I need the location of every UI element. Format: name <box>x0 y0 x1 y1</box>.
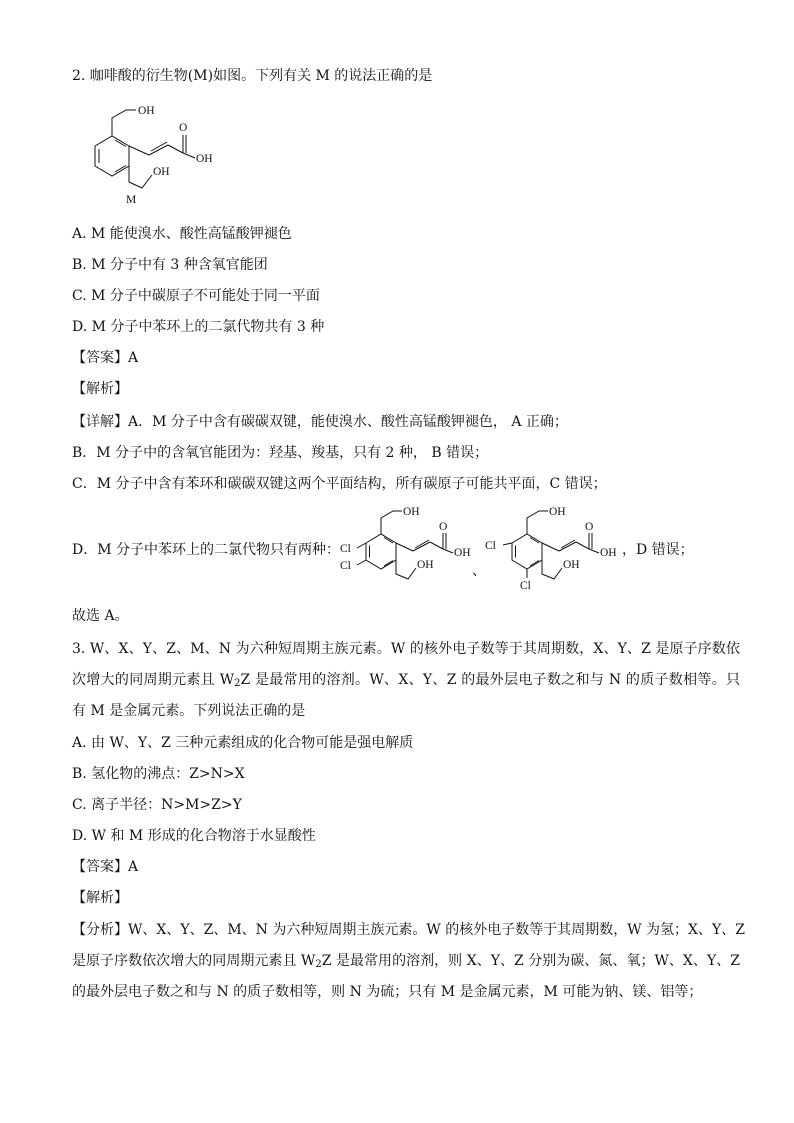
answer-tag: 【答案】 <box>72 859 128 875</box>
q2-answer <box>72 349 138 367</box>
q2-detail-d-suffix: ，D 错误； <box>622 542 694 558</box>
q2-detail-c: C．M 分子中含有苯环和碳碳双键这两个平面结构，所有碳原子可能共平面，C 错误； <box>72 476 607 492</box>
q3-option-a: A. 由 W、Y、Z 三种元素组成的化合物可能是强电解质 <box>72 735 414 751</box>
q2-stem: 2. 咖啡酸的衍生物(M)如图。下列有关 M 的说法正确的是 <box>72 68 433 84</box>
q2-conclusion: 故选 A。 <box>72 608 129 624</box>
cl-label: Cl <box>520 580 531 591</box>
cl-label: Cl <box>485 540 496 552</box>
q3-stem-line1: 3. W、X、Y、Z、M、N 为六种短周期主族元素。W 的核外电子数等于其周期数，X、Y、Z 是原子序数依 <box>72 641 740 657</box>
q3-analysis-line3: 的最外层电子数之和与 N 的质子数相等，则 N 为硫；只有 M 是金属元素，M 可能为钠、镁、铝等； <box>72 984 703 1000</box>
oh-bottom-label: OH <box>563 559 580 571</box>
q2-detail-d-separator: 、 <box>472 563 486 579</box>
q2-option-d: D. M 分子中苯环上的二氯代物共有 3 种 <box>72 319 325 335</box>
q2-option-b: B. M 分子中有 3 种含氧官能团 <box>72 257 268 273</box>
carbonyl-o-label: O <box>439 521 448 533</box>
q2-option-c: C. M 分子中碳原子不可能处于同一平面 <box>72 288 320 304</box>
q3-analysis-tag: 【解析】 <box>72 890 128 906</box>
q3-stem-line2: 次增大的同周期元素且 $W_2Z$ 是最常用的溶剂。W、X、Y、Z 的最外层电子数之和与 N 的质子数相等。只 <box>72 672 740 689</box>
m-label: M <box>126 194 137 206</box>
q2-detail-b: B．M 分子中的含氧官能团为：羟基、羧基，只有 2 种， B 错误； <box>72 445 489 461</box>
oh-bottom-label: OH <box>417 559 434 571</box>
q2-detail-d-prefix: D．M 分子中苯环上的二氯代物只有两种： <box>72 542 341 558</box>
oh-bottom-label: OH <box>153 166 170 178</box>
answer-value: A <box>128 350 139 366</box>
oh-top-label: OH <box>138 105 155 117</box>
oh-acid-label: OH <box>600 547 617 559</box>
q3-stem-line3: 有 M 是金属元素。下列说法正确的是 <box>72 703 306 719</box>
oh-acid-label: OH <box>454 547 471 559</box>
q3-analysis-line1: 【分析】W、X、Y、Z、M、N 为六种短周期主族元素。W 的核外电子数等于其周期数，W 为氢；X、Y、Z <box>72 922 745 938</box>
carbonyl-o-label: O <box>585 521 594 533</box>
q3-option-b: B. 氢化物的沸点：Z>N>X <box>72 766 245 782</box>
answer-tag: 【答案】 <box>72 350 128 366</box>
q2-detail-a: 【详解】A．M 分子中含有碳碳双键，能使溴水、酸性高锰酸钾褪色， A 正确； <box>72 414 568 430</box>
q3-answer <box>72 858 138 876</box>
cl-label: Cl <box>340 543 351 555</box>
oh-acid-label: OH <box>196 153 213 165</box>
q2-option-a: A. M 能使溴水、酸性高锰酸钾褪色 <box>72 226 292 242</box>
carbonyl-o-label: O <box>179 122 188 134</box>
dichloro-isomer-1 <box>336 505 476 585</box>
q3-option-d: D. W 和 M 形成的化合物溶于水显酸性 <box>72 828 316 844</box>
cl-label: Cl <box>340 560 351 572</box>
q3-option-c: C. 离子半径：N>M>Z>Y <box>72 797 242 813</box>
q3-analysis-line2: 是原子序数依次增大的同周期元素且 $W_2Z$ 是最常用的溶剂，则 X、Y、Z 分别为碳、氮、氧；W、X、Y、Z <box>72 953 740 970</box>
q2-structure-m <box>62 102 232 206</box>
dichloro-isomer-2 <box>482 505 622 591</box>
answer-value: A <box>128 859 139 875</box>
oh-top-label: OH <box>403 506 420 518</box>
q2-analysis-tag: 【解析】 <box>72 381 128 397</box>
oh-top-label: OH <box>549 506 566 518</box>
